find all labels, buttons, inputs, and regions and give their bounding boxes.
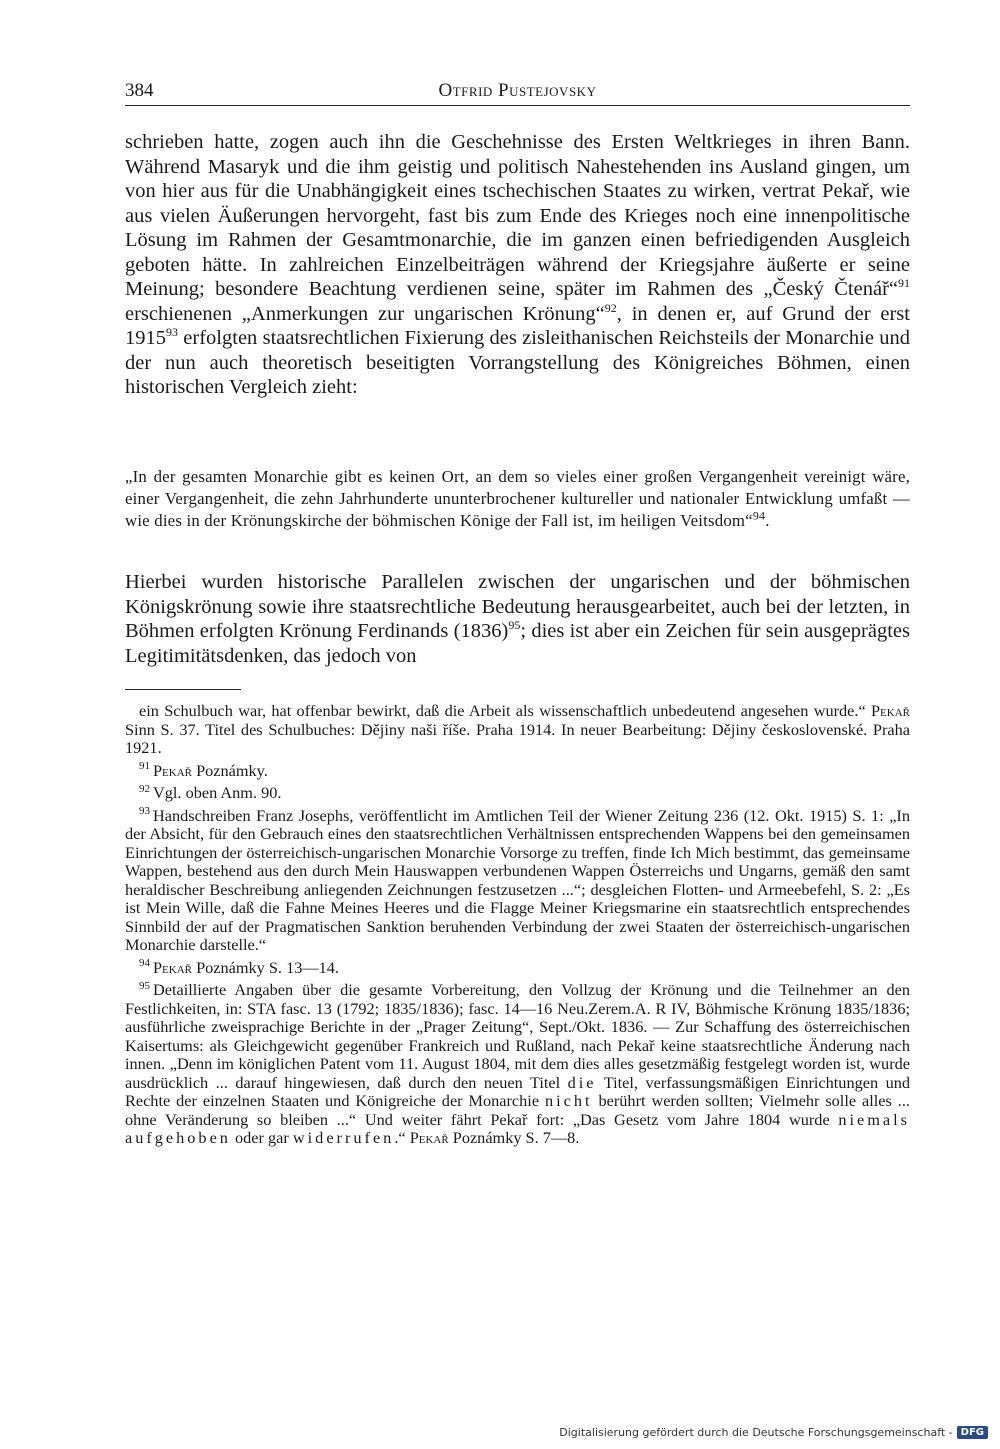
- running-header: [125, 80, 910, 106]
- footnote-text: berührt werden sollten; Vielmehr solle alles ... ohne Veränderung so bleiben ...“ Und weiter fährt Pekař fort: „Das Gesetz vom Jahre 1804 wurde: [125, 1091, 910, 1129]
- paragraph-text: schrieben hatte, zogen auch ihn die Geschehnisse des Ersten Weltkrieges in ihren Bann. Während Masaryk und die ihm geistig und politisch Nahestehenden ins Ausland gingen, um von hier aus für die Unabhängigkeit eines tschechischen Staates zu wirken, vertrat Pekař, wie aus vielen Äußerungen hervorgeht, fast bis zum Ende des Krieges noch eine innenpolitische Lösung im Rahmen der Gesamtmonarchie, die im ganzen einen befriedigenden Ausgleich geboten hätte. In zahlreichen Einzelbeiträgen während der Kriegsjahre äußerte er seine Meinung; besondere Beachtung verdienen seine, später im Rahmen des „Český Čtenář“: [125, 131, 910, 300]
- paragraph-text: Hierbei wurden historische Parallelen zwischen der ungarischen und der böhmischen Königskrönung sowie ihre staatsrechtliche Bedeutung herausgearbeitet, auch bei der letzten, in Böhmen erfolgten Krönung Ferdinands (1836): [125, 571, 910, 642]
- digitization-credit: [559, 1426, 988, 1439]
- emphasis-text: niemals aufgehoben: [125, 1109, 910, 1147]
- footnote-text: Sinn S. 37. Titel des Schulbuches: Dějiny naši říše. Praha 1914. In neuer Bearbeitung: Dějiny československé. Praha 1921.: [125, 719, 910, 757]
- main-paragraph-1: [125, 130, 910, 400]
- quote-text: .: [765, 511, 770, 530]
- footnote-ref-94[interactable]: 94: [752, 508, 766, 523]
- footnote-text: Poznámky.: [192, 760, 268, 780]
- footnote-text: Poznámky S. 7—8.: [448, 1128, 580, 1147]
- running-title: Otfrid Pustejovsky: [438, 80, 597, 101]
- page-number: 384: [125, 80, 154, 101]
- paragraph-text: , in denen er, auf Grund der erst 1915: [125, 302, 910, 349]
- block-quote: [125, 466, 910, 532]
- footnote-95: [125, 981, 910, 1148]
- author-name: Pekař: [153, 760, 192, 780]
- footnote-number: 91: [139, 760, 150, 773]
- footnote-text: ein Schulbuch war, hat offenbar bewirkt, daß die Arbeit als wissenschaftlich unbedeutend angesehen wurde.“: [139, 701, 871, 720]
- footnote-ref-92[interactable]: 92: [604, 300, 617, 315]
- digitization-text: Digitalisierung gefördert durch die Deutsche Forschungsgemeinschaft -: [559, 1426, 953, 1439]
- author-name: Pekař: [153, 957, 192, 977]
- author-name: Pekař: [409, 1128, 449, 1147]
- paragraph-text: ; dies ist aber ein Zeichen für sein ausgeprägtes Legitimitätsdenken, das jedoch von: [125, 620, 911, 667]
- footnote-number: 94: [139, 957, 150, 970]
- dfg-logo-icon: DFG: [957, 1426, 988, 1439]
- main-paragraph-2: [125, 570, 910, 668]
- footnote-number: 95: [139, 979, 150, 992]
- footnote-text: Handschreiben Franz Josephs, veröffentlicht im Amtlichen Teil der Wiener Zeitung 236 (12. Okt. 1915) S. 1: „In der Absicht, für den Gebrauch eines den staatsrechtlichen Verhältnissen entsprechenden Wappens bei den gemeinsamen Einrichtungen der österreichisch-ungarischen Monarchie Vorsorge zu treffen, finde Ich Mich bestimmt, das gemeinsame Wappen, bestehend aus den durch Mein Hauswappen verbundenen Wappen Österreichs und Ungarns, gemäß den samt heraldischer Beschreibung anliegenden Zeichnungen festzusetzen ...“; desgleichen Flotten- und Armeebefehl, S. 2: „Es ist Mein Wille, daß die Fahne Meines Heeres und die Flagge Meiner Kriegsmarine ein staatsrechtlich entsprechendes Sinnbild der auf der Pragmatischen Sanktion beruhenden Verbindung der zwei Staaten der österreichisch-ungarischen Monarchie darstelle.“: [125, 805, 910, 954]
- footnotes-section: [125, 702, 910, 1152]
- footnote-91: [125, 762, 910, 781]
- footnote-text: .“: [394, 1128, 410, 1147]
- footnote-ref-91[interactable]: 91: [898, 276, 910, 291]
- paragraph-text: erfolgten staatsrechtlichen Fixierung des zisleithanischen Reichsteils der Monarchie und der nun auch theoretisch beseitigten Vorrangstellung des Königreiches Böhmen, einen historischen Vergleich zieht:: [125, 327, 910, 398]
- author-name: Pekař: [871, 701, 910, 720]
- paragraph-text: erschienenen „Anmerkungen zur ungarischen Krönung“: [125, 302, 605, 325]
- footnote-continuation: [125, 702, 910, 758]
- footnote-text: Titel, verfassungsmäßigen Einrichtungen und Rechte der einzelnen Staaten und Königreiche der Monarchie: [125, 1072, 911, 1110]
- footnote-text: Vgl. oben Anm. 90.: [153, 783, 282, 802]
- footnote-94: [125, 959, 910, 978]
- footnote-text: oder gar: [230, 1128, 293, 1147]
- quote-text: „In der gesamten Monarchie gibt es keinen Ort, an dem so vieles einer großen Vergangenheit vereinigt wäre, einer Vergangenheit, die zehn Jahrhunderte ununterbrochener kultureller und nationaler Entwicklung umfaßt — wie dies in der Krönungskirche der böhmischen Könige der Fall ist, im heiligen Veitsdom“: [125, 467, 910, 530]
- footnote-text: Poznámky S. 13—14.: [192, 957, 339, 977]
- footnote-92: [125, 784, 910, 803]
- footnote-ref-93[interactable]: 93: [166, 325, 178, 340]
- footnote-number: 92: [139, 782, 150, 795]
- footnote-text: Detaillierte Angaben über die gesamte Vorbereitung, den Vollzug der Krönung und die Teilnehmer an den Festlichkeiten, in: STA fasc. 13 (1792; 1835/1836); fasc. 14—16 Neu.Zerem.A. R IV, Böhmische Krönung 1835/1836; ausführliche zweisprachige Berichte in der „Prager Zeitung“, Sept./Okt. 1836. — Zur Schaffung des österreichischen Kaisertums: als Gleichgewicht gegenüber Frankreich und Rußland, nach Pekař keine staatsrechtliche Änderung nach innen. „Denn im königlichen Patent vom 11. August 1804, mit dem dies alles gesetzmäßig festgelegt worden ist, wurde ausdrücklich ... darauf hingewiesen, daß durch den neuen Titel: [125, 980, 910, 1092]
- emphasis-text: nicht: [545, 1091, 593, 1110]
- footnote-ref-95[interactable]: 95: [508, 618, 521, 633]
- footnote-divider: [125, 689, 241, 690]
- emphasis-text: die: [567, 1072, 597, 1092]
- footnote-93: [125, 807, 910, 955]
- footnote-number: 93: [139, 805, 150, 818]
- emphasis-text: widerrufen: [292, 1128, 395, 1147]
